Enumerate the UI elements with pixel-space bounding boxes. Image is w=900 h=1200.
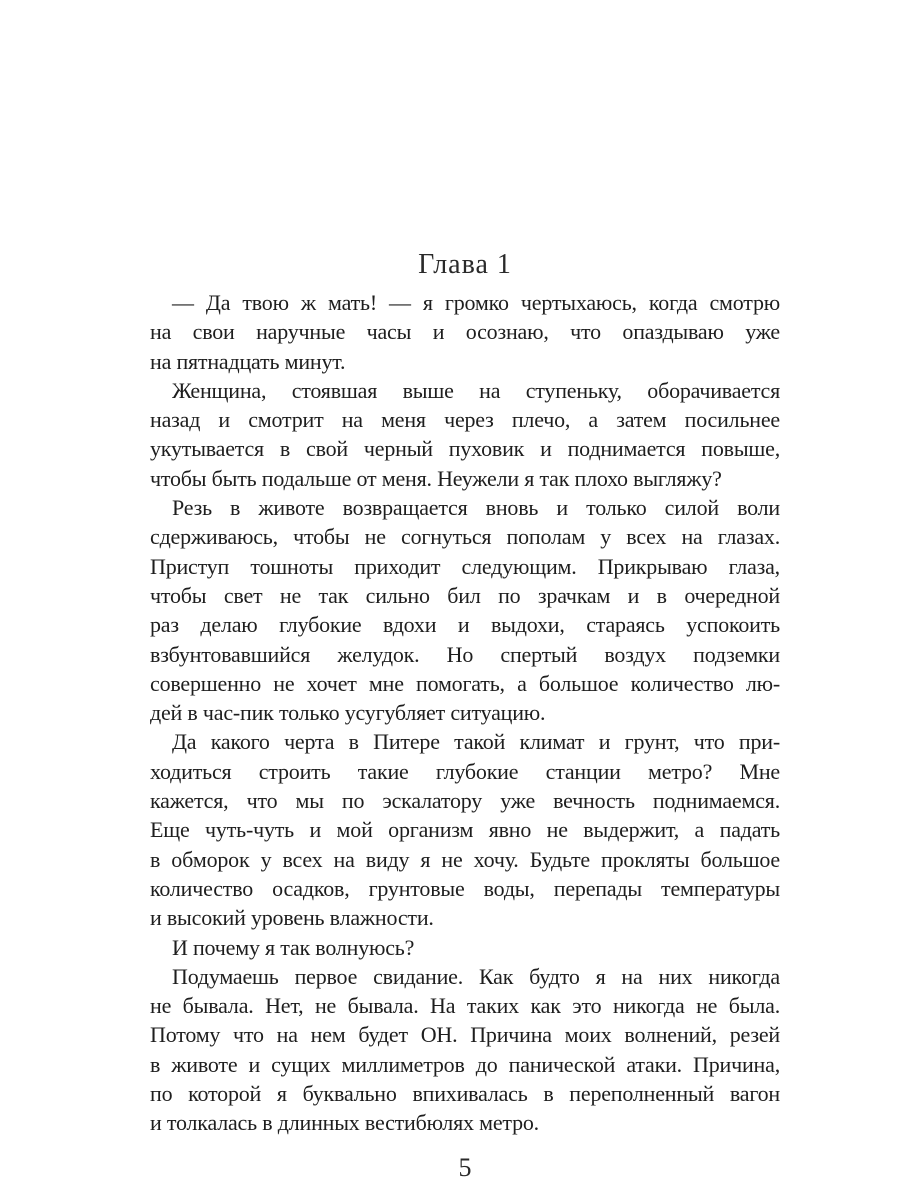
text-line: не бывала. Нет, не бывала. На таких как это никогда не была. <box>150 993 780 1019</box>
text-line: и высокий уровень влажности. <box>150 905 434 931</box>
text-line: дей в час-пик только усугубляет ситуацию. <box>150 700 546 726</box>
text-line: И почему я так волнуюсь? <box>172 934 415 960</box>
text-line: Потому что на нем будет ОН. Причина моих волнений, резей <box>150 1022 780 1048</box>
text-line: количество осадков, грунтовые воды, перепады температуры <box>150 875 780 901</box>
text-line: в обморок у всех на виду я не хочу. Будьте прокляты большое <box>150 846 780 872</box>
text-line: кажется, что мы по эскалатору уже вечность поднимаемся. <box>150 788 780 814</box>
text-line: — Да твою ж мать! — я громко чертыхаюсь, когда смотрю <box>172 290 780 315</box>
text-line: Подумаешь первое свидание. Как будто я на них никогда <box>172 963 780 989</box>
text-line: на пятнадцать минут. <box>150 348 346 374</box>
text-line: ходиться строить такие глубокие станции метро? Мне <box>150 758 780 784</box>
paragraph <box>150 727 780 932</box>
chapter-title: Глава 1 <box>418 249 512 280</box>
text-line: Приступ тошноты приходит следующим. Прикрываю глаза, <box>150 553 780 579</box>
text-line: назад и смотрит на меня через плечо, а затем посильнее <box>150 407 780 433</box>
paragraph <box>150 376 780 493</box>
text-line: и толкалась в длинных вестибюлях метро. <box>150 1110 539 1136</box>
text-line: взбунтовавшийся желудок. Но спертый воздух подземки <box>150 641 780 667</box>
text-line: Резь в животе возвращается вновь и только силой воли <box>172 495 780 521</box>
text-line: раз делаю глубокие вдохи и выдохи, стараясь успокоить <box>150 612 780 638</box>
book-page <box>150 248 780 1184</box>
text-line: по которой я буквально впихивалась в переполненный вагон <box>150 1081 780 1107</box>
text-line: на свои наручные часы и осознаю, что опаздываю уже <box>150 319 780 345</box>
text-line: Женщина, стоявшая выше на ступеньку, оборачивается <box>172 377 780 403</box>
text-line: сдерживаюсь, чтобы не согнуться пополам у всех на глазах. <box>150 524 780 550</box>
text-line: чтобы свет не так сильно бил по зрачкам и в очередной <box>150 582 780 608</box>
text-line: в животе и сущих миллиметров до панической атаки. Причина, <box>150 1051 780 1077</box>
paragraph <box>150 962 780 1138</box>
body-text <box>150 288 780 1138</box>
paragraph <box>150 933 780 962</box>
paragraph <box>150 288 780 376</box>
text-line: Да какого черта в Питере такой климат и грунт, что при- <box>172 729 780 755</box>
text-line: совершенно не хочет мне помогать, а большое количество лю- <box>150 670 780 696</box>
text-line: укутывается в свой черный пуховик и поднимается повыше, <box>150 436 780 462</box>
text-line: Еще чуть-чуть и мой организм явно не выдержит, а падать <box>150 817 780 843</box>
page-number: 5 <box>458 1152 472 1182</box>
paragraph <box>150 493 780 727</box>
text-line: чтобы быть подальше от меня. Неужели я так плохо выгляжу? <box>150 465 722 491</box>
